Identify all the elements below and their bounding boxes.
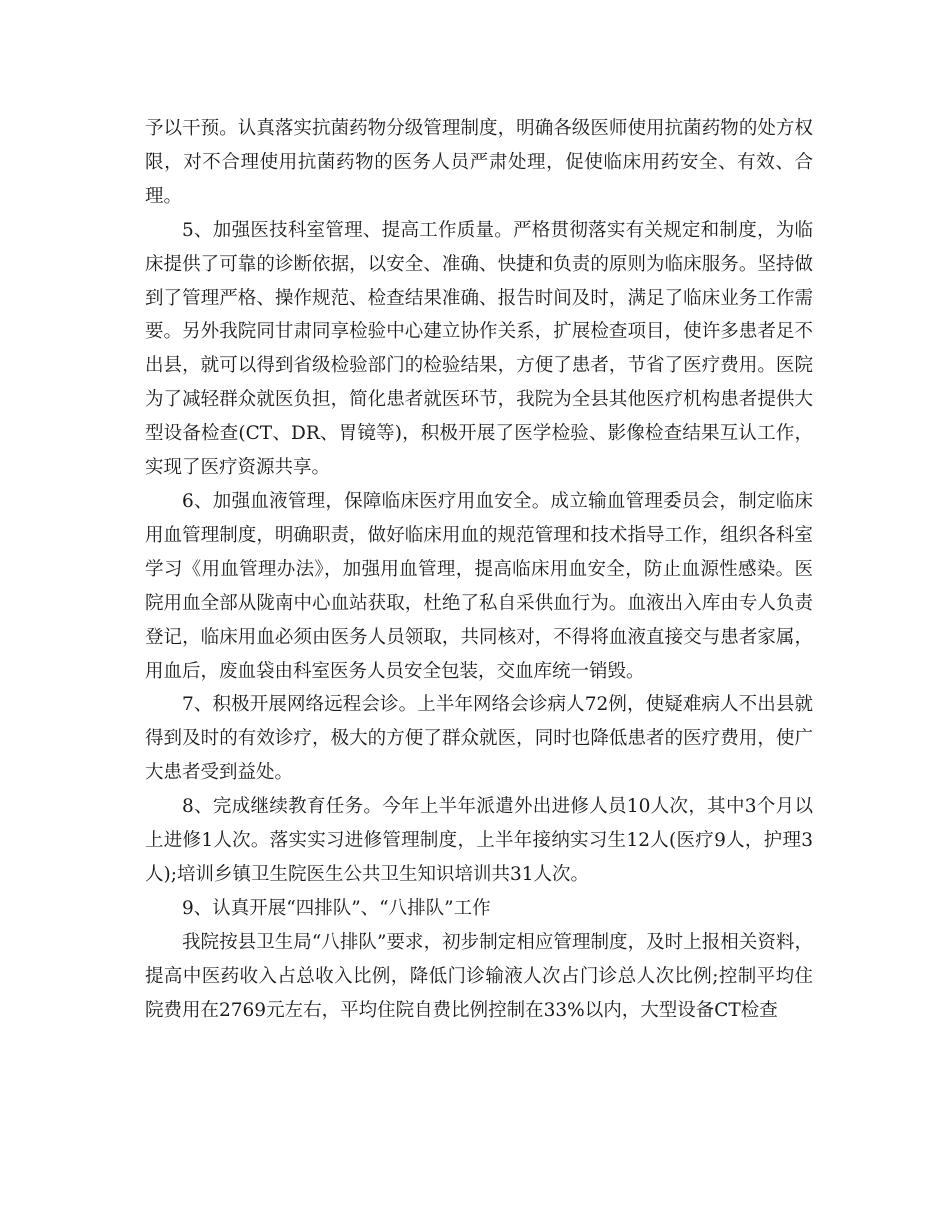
document-body xyxy=(145,112,813,1027)
paragraph-item-7: 7、积极开展网络远程会诊。上半年网络会诊病人72例，使疑难病人不出县就得到及时的有效诊疗，极大的方便了群众就医，同时也降低患者的医疗费用，使广大患者受到益处。 xyxy=(145,694,813,784)
paragraph-item-9-body: 我院按县卫生局“八排队”要求，初步制定相应管理制度，及时上报相关资料，提高中医药收入占总收入比例，降低门诊输液人次占门诊总人次比例;控制平均住院费用在2769元左右，平均住院自费比例控制在33%以内，大型设备CT检查 xyxy=(145,931,813,1021)
paragraph-item-6: 6、加强血液管理，保障临床医疗用血安全。成立输血管理委员会，制定临床用血管理制度，明确职责，做好临床用血的规范管理和技术指导工作，组织各科室学习《用血管理办法》，加强用血管理，提高临床用血安全，防止血源性感染。医院用血全部从陇南中心血站获取，杜绝了私自采供血行为。血液出入库由专人负责登记，临床用血必须由医务人员领取，共同核对，不得将血液直接交与患者家属，用血后，废血袋由科室医务人员安全包装，交血库统一销毁。 xyxy=(145,490,813,682)
paragraph-item-9-heading: 9、认真开展“四排队”、“八排队”工作 xyxy=(182,897,491,919)
paragraph-item-5: 5、加强医技科室管理、提高工作质量。严格贯彻落实有关规定和制度，为临床提供了可靠的诊断依据，以安全、准确、快捷和负责的原则为临床服务。坚持做到了管理严格、操作规范、检查结果准确、报告时间及时，满足了临床业务工作需要。另外我院同甘肃同享检验中心建立协作关系，扩展检查项目，使许多患者足不出县，就可以得到省级检验部门的检验结果，方便了患者，节省了医疗费用。医院为了减轻群众就医负担，简化患者就医环节，我院为全县其他医疗机构患者提供大型设备检查(CT、DR、胃镜等)，积极开展了医学检验、影像检查结果互认工作，实现了医疗资源共享。 xyxy=(145,219,813,479)
paragraph-continuation: 予以干预。认真落实抗菌药物分级管理制度，明确各级医师使用抗菌药物的处方权限，对不合理使用抗菌药物的医务人员严肃处理，促使临床用药安全、有效、合理。 xyxy=(145,118,813,207)
paragraph-item-8: 8、完成继续教育任务。今年上半年派遣外出进修人员10人次，其中3个月以上进修1人次。落实实习进修管理制度，上半年接纳实习生12人(医疗9人，护理3人);培训乡镇卫生院医生公共卫生知识培训共31人次。 xyxy=(145,796,813,885)
